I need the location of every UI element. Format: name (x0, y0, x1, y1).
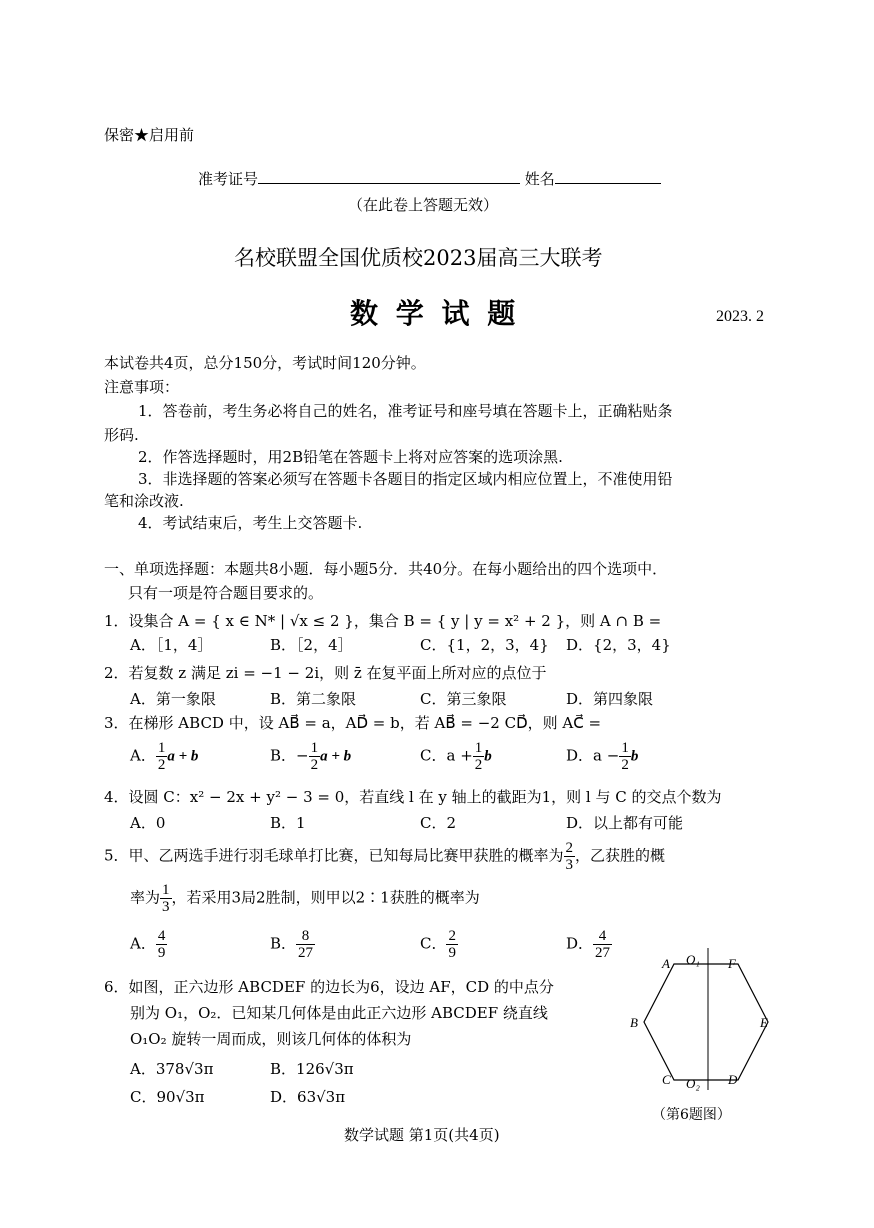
exam-id-label: 准考证号 (198, 170, 259, 188)
q5-p1-num: 2 (565, 840, 574, 856)
q1-option-b[interactable]: B．［2，4］ (270, 636, 353, 654)
q3-a-num: 1 (157, 740, 166, 756)
q2-option-b[interactable]: B．第二象限 (270, 690, 357, 708)
label-o2: O₂ (686, 1076, 700, 1091)
q5-b-num: 8 (296, 928, 315, 945)
q5-c-den: 9 (448, 945, 456, 961)
q6-stem-line1: 6．如图，正六边形 ABCDEF 的边长为6，设边 AF，CD 的中点分 (104, 978, 554, 996)
q3-b-prefix: B．− (270, 746, 309, 765)
q3-option-c[interactable] (420, 740, 492, 773)
q5-option-d[interactable] (566, 928, 612, 961)
q6-stem-line2: 别为 O₁，O₂．已知某几何体是由此正六边形 ABCDEF 绕直线 (130, 1004, 548, 1022)
q2-option-a[interactable]: A．第一象限 (130, 690, 216, 708)
q3-d-frac (619, 740, 631, 773)
q5-a-num: 4 (157, 928, 166, 944)
exam-summary: 本试卷共4页，总分150分，考试时间120分钟。 (104, 354, 426, 372)
q5-d-frac (593, 928, 612, 961)
q5-a-prefix: A． (130, 934, 156, 953)
q6-option-a[interactable]: A．378√3π (130, 1060, 214, 1078)
label-f: F (728, 956, 736, 971)
name-blank[interactable] (555, 182, 661, 184)
q3-d-suffix: b (630, 748, 639, 765)
q5-c-frac (446, 928, 458, 961)
q3-a-suffix: a + b (167, 748, 199, 765)
q3-option-a[interactable] (130, 740, 198, 773)
note-1: 1．答卷前，考生务必将自己的姓名，准考证号和座号填在答题卡上，正确粘贴条 (138, 402, 673, 420)
note-4: 4．考试结束后，考生上交答题卡. (138, 514, 363, 532)
q5-line2-pre: 率为 (130, 888, 161, 907)
q4-option-c[interactable]: C．2 (420, 814, 457, 832)
q5-stem-line2 (130, 882, 480, 915)
exam-id-blank[interactable] (258, 182, 520, 184)
q1-stem: 1．设集合 A = { x ∈ N* | √x ≤ 2 }，集合 B = { y | y = x² + 2 }，则 A ∩ B = (104, 612, 662, 630)
q5-line2-post: ，若采用3局2胜制，则甲以2∶1获胜的概率为 (171, 888, 480, 907)
q3-b-suffix: a + b (320, 748, 352, 765)
q2-option-d[interactable]: D．第四象限 (566, 690, 654, 708)
label-c: C (662, 1072, 671, 1087)
note-2: 2．作答选择题时，用2B铅笔在答题卡上将对应答案的选项涂黑. (138, 448, 563, 466)
q5-option-b[interactable] (270, 928, 315, 961)
q5-a-den: 9 (157, 945, 166, 961)
notes-title: 注意事项： (104, 378, 180, 396)
name-label: 姓名 (524, 170, 555, 188)
label-e: E (760, 1015, 768, 1030)
note-3-cont: 笔和涂改液. (104, 492, 184, 510)
confidential-label: 保密★启用前 (104, 126, 195, 144)
label-b: B (630, 1015, 638, 1030)
q6-option-d[interactable]: D．63√3π (270, 1088, 346, 1106)
q3-c-frac (473, 740, 485, 773)
figure-caption: （第6题图） (652, 1107, 731, 1123)
q3-b-num: 1 (310, 740, 319, 756)
q6-option-b[interactable]: B．126√3π (270, 1060, 354, 1078)
q4-option-a[interactable]: A．0 (130, 814, 166, 832)
note-3: 3．非选择题的答案必须写在答题卡各题目的指定区域内相应位置上，不准使用铅 (138, 470, 673, 488)
q1-option-a[interactable]: A．［1，4］ (130, 636, 213, 654)
q3-stem: 3．在梯形 ABCD 中，设 AB⃗ = a，AD⃗ = b，若 AB⃗ = −2 CD⃗，则 AC⃗ = (104, 714, 602, 732)
q3-b-den: 2 (310, 757, 319, 773)
label-o1: O₁ (686, 952, 700, 967)
q5-p2-frac (160, 882, 172, 915)
q6-stem-line3: O₁O₂ 旋转一周而成，则该几何体的体积为 (130, 1030, 412, 1048)
hexagon-figure (626, 944, 776, 1094)
q3-a-prefix: A． (130, 746, 156, 765)
exam-title: 名校联盟全国优质校2023届高三大联考 (234, 246, 603, 270)
q5-option-a[interactable] (130, 928, 167, 961)
q3-c-prefix: C．a + (420, 746, 473, 765)
q3-d-den: 2 (621, 757, 629, 773)
q4-option-b[interactable]: B．1 (270, 814, 306, 832)
label-a: A (662, 956, 670, 971)
q3-c-suffix: b (484, 748, 492, 765)
q5-option-c[interactable] (420, 928, 458, 961)
q5-stem-mid: ，乙获胜的概 (575, 846, 666, 865)
note-1-cont: 形码. (104, 426, 139, 444)
section-1-title-cont: 只有一项是符合题目要求的。 (128, 584, 324, 602)
q3-c-den: 2 (474, 757, 483, 773)
q5-b-frac (296, 928, 315, 961)
q5-c-prefix: C． (420, 934, 447, 953)
q4-stem: 4．设圆 C：x² − 2x + y² − 3 = 0，若直线 l 在 y 轴上的截距为1，则 l 与 C 的交点个数为 (104, 788, 722, 806)
q6-option-c[interactable]: C．90√3π (130, 1088, 205, 1106)
q3-d-prefix: D．a − (566, 746, 620, 765)
exam-id-row (198, 168, 661, 189)
q3-b-frac (309, 740, 321, 773)
invalid-note: （在此卷上答题无效） (348, 196, 499, 214)
q2-stem: 2．若复数 z 满足 zi = −1 − 2i，则 z̄ 在复平面上所对应的点位于 (104, 664, 547, 682)
q5-p2-num: 1 (162, 882, 170, 898)
q5-p1-frac (564, 840, 576, 873)
q3-d-num: 1 (621, 740, 629, 756)
q5-d-num: 4 (593, 928, 612, 945)
q1-option-d[interactable]: D．{2，3，4} (566, 636, 671, 654)
q5-stem (104, 840, 665, 873)
page-footer: 数学试题 第1页(共4页) (344, 1126, 500, 1144)
q3-a-frac (156, 740, 168, 773)
hexagon-shape (644, 964, 768, 1080)
section-1-title: 一、单项选择题：本题共8小题．每小题5分．共40分。在每小题给出的四个选项中． (104, 560, 668, 578)
q5-stem-pre: 5．甲、乙两选手进行羽毛球单打比赛，已知每局比赛甲获胜的概率为 (104, 846, 564, 865)
q5-b-prefix: B． (270, 934, 297, 953)
q5-b-den: 27 (298, 945, 314, 961)
q3-c-num: 1 (474, 740, 483, 756)
q5-p2-den: 3 (162, 899, 170, 915)
subject-title: 数 学 试 题 (350, 297, 520, 330)
q2-option-c[interactable]: C．第三象限 (420, 690, 507, 708)
q4-option-d[interactable]: D．以上都有可能 (566, 814, 684, 832)
q5-c-num: 2 (448, 928, 456, 944)
q3-option-d[interactable] (566, 740, 638, 773)
exam-date: 2023. 2 (716, 308, 764, 325)
label-d: D (728, 1072, 738, 1087)
q5-a-frac (156, 928, 168, 961)
q3-option-b[interactable] (270, 740, 351, 773)
q3-a-den: 2 (157, 757, 166, 773)
q1-option-c[interactable]: C．{1，2，3，4} (420, 636, 549, 654)
q5-d-prefix: D． (566, 934, 594, 953)
q5-p1-den: 3 (565, 857, 574, 873)
q5-d-den: 27 (595, 945, 611, 961)
